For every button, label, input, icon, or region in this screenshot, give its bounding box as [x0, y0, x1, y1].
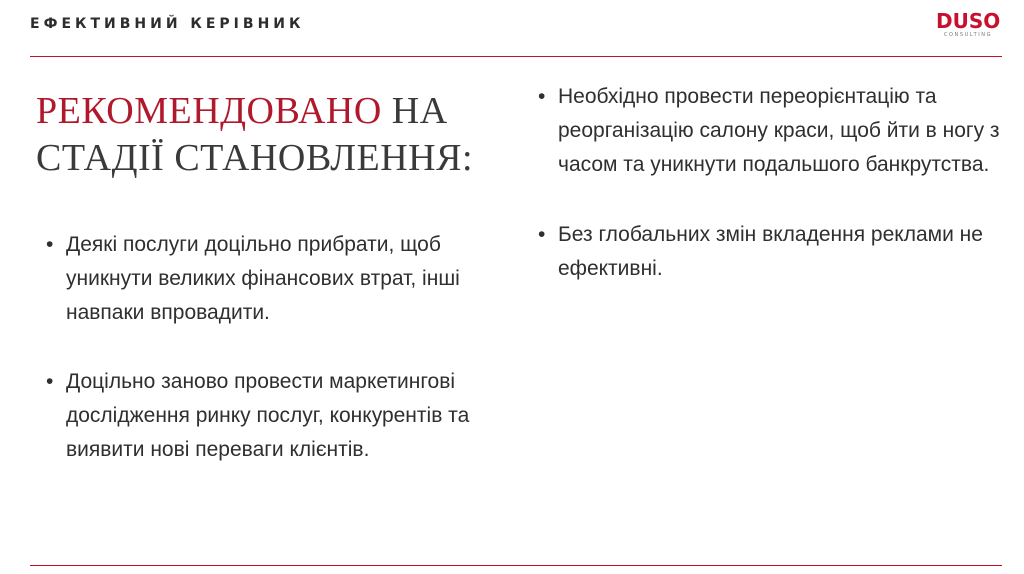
right-bullet-list	[534, 80, 1004, 286]
heading-rest: НА	[381, 90, 448, 132]
list-item	[42, 365, 512, 467]
bottom-divider	[30, 565, 1002, 566]
slide-heading	[36, 88, 506, 182]
bullet-icon: •	[538, 223, 546, 246]
logo-main-text: DUSO	[936, 9, 1001, 33]
list-item-text: Доцільно заново провести маркетингові дослідження ринку послуг, конкурентів та виявити нові переваги клієнтів.	[66, 370, 470, 461]
list-item-text: Необхідно провести переорієнтацію та реорганізацію салону краси, щоб йти в ногу з часом та уникнути подальшого банкрутства.	[558, 85, 1000, 176]
header-title: ЕФЕКТИВНИЙ КЕРІВНИК	[30, 16, 305, 32]
left-bullet-list	[42, 228, 512, 467]
heading-accent: РЕКОМЕНДОВАНО	[36, 90, 382, 132]
logo-sub-text: CONSULTING	[943, 32, 993, 38]
heading-line2: СТАДІЇ СТАНОВЛЕННЯ:	[36, 137, 473, 179]
bullet-icon: •	[46, 370, 54, 393]
bullet-icon: •	[46, 233, 54, 256]
list-item	[534, 218, 1004, 286]
list-item	[534, 80, 1004, 182]
list-item-text: Деякі послуги доцільно прибрати, щоб уникнути великих фінансових втрат, інші навпаки впровадити.	[66, 233, 460, 324]
list-item	[42, 228, 512, 330]
top-divider	[30, 56, 1002, 57]
duso-logo	[936, 10, 1000, 39]
bullet-icon: •	[538, 85, 546, 108]
list-item-text: Без глобальних змін вкладення реклами не ефективні.	[558, 223, 983, 280]
